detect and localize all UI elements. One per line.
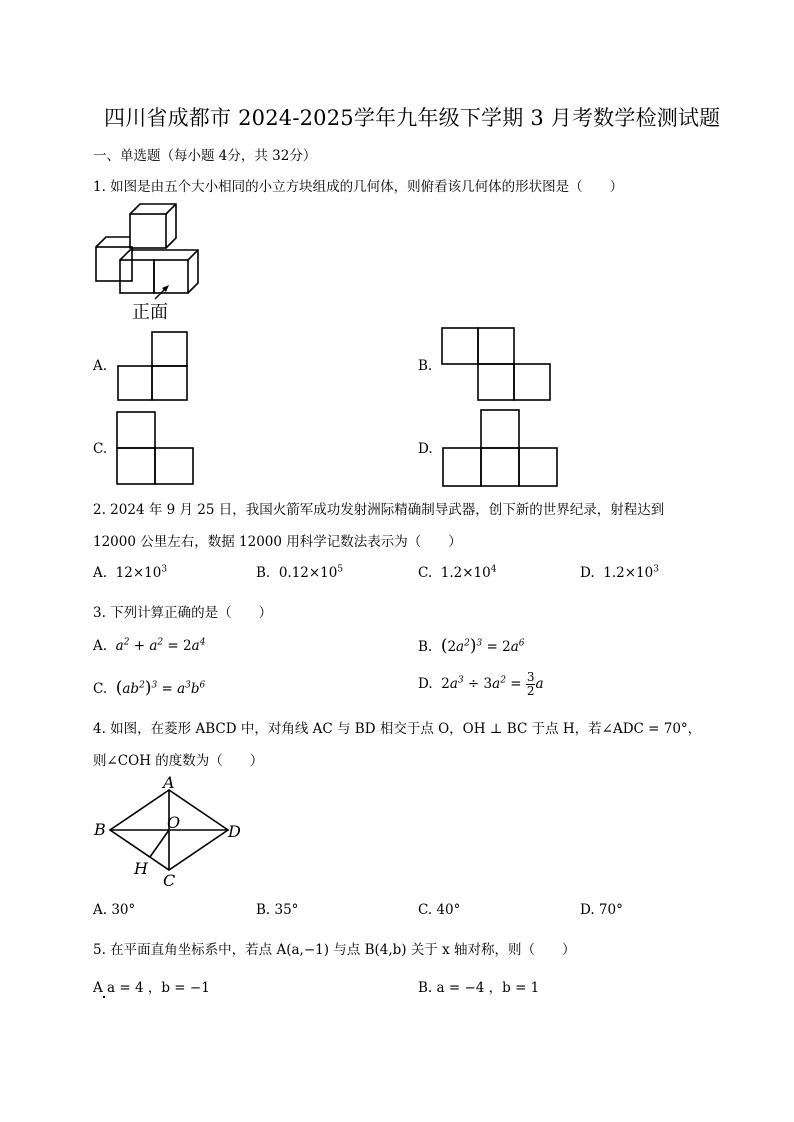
q2-option-a[interactable] (93, 565, 167, 581)
q4-option-c[interactable]: C. 40° (418, 902, 461, 918)
q3-option-b-label: B. (418, 639, 433, 655)
q2-option-b-base: 0.12×10 (278, 565, 338, 581)
q3-option-a-formula: $a^2 + a^2 = 2a^4$ (115, 637, 206, 654)
q3-option-d-formula: $2a^3 \div 3a^2$ = $\frac{3}{2}$ a (441, 670, 544, 698)
point-d-label: D (228, 822, 241, 841)
q3-stem: 3. 下列计算正确的是（ ） (93, 605, 273, 621)
point-b-label: B (94, 820, 106, 839)
q2-option-a-exp: 3 (161, 564, 168, 575)
q2-option-a-label: A. (93, 565, 108, 581)
q2-option-d[interactable] (580, 565, 659, 581)
q1-option-c-figure[interactable] (116, 411, 196, 486)
q3-option-c-label: C. (93, 681, 108, 697)
q1-cube-figure (95, 203, 205, 298)
q1-option-a-figure[interactable] (117, 331, 189, 401)
point-c-label: C (163, 871, 176, 890)
front-label: 正面 (132, 302, 168, 323)
q4-option-d[interactable]: D. 70° (580, 902, 623, 918)
section-heading: 一、单选题（每小题 4分，共 32分） (93, 148, 317, 164)
q1-option-c-label[interactable]: C. (93, 441, 108, 457)
q5-option-a[interactable]: A a = 4 ，b = −1 (93, 980, 210, 996)
q2-option-d-base: 1.2×10 (603, 565, 654, 581)
q2-option-c-label: C. (418, 565, 433, 581)
q4-option-a[interactable]: A. 30° (93, 902, 136, 918)
q4-stem-line1: 4. 如图，在菱形 ABCD 中，对角线 AC 与 BD 相交于点 O，OH ⊥ BC 于点 H，若∠ADC = 70°， (93, 721, 702, 737)
q1-stem: 1. 如图是由五个大小相同的小立方块组成的几何体，则俯看该几何体的形状图是（ ） (93, 179, 624, 195)
q2-option-c-base: 1.2×10 (440, 565, 491, 581)
q3-option-b-formula: $(2a^2)^3 = 2a^6$ (440, 636, 525, 656)
q2-option-d-exp: 3 (653, 564, 659, 575)
q1-option-d-figure[interactable] (441, 409, 561, 487)
page-title: 四川省成都市 2024-2025学年九年级下学期 3 月考数学检测试题 (104, 106, 721, 130)
q3-option-b[interactable] (418, 636, 525, 656)
q3-option-c[interactable] (93, 678, 205, 698)
q3-option-d-label: D. (418, 676, 433, 692)
stray-dot (103, 996, 105, 998)
q2-option-b[interactable] (256, 565, 343, 581)
q2-option-d-label: D. (580, 565, 595, 581)
q3-option-c-formula: $(ab^2)^3 = a^3b^6$ (115, 678, 206, 698)
point-a-label: A (163, 773, 175, 792)
q3-option-d[interactable] (418, 671, 544, 698)
point-o-label: O (167, 813, 181, 832)
q1-option-b-figure[interactable] (441, 327, 551, 402)
q1-option-b-label[interactable]: B. (418, 358, 433, 374)
q4-option-b[interactable]: B. 35° (256, 902, 299, 918)
q2-option-c-exp: 4 (490, 564, 497, 575)
q4-stem-line2: 则∠COH 的度数为（ ） (93, 753, 264, 769)
point-h-label: H (134, 859, 148, 878)
q5-stem: 5. 在平面直角坐标系中，若点 A(a,−1) 与点 B(4,b) 关于 x 轴对称，则（ ） (93, 942, 576, 958)
q1-option-d-label[interactable]: D. (418, 441, 433, 457)
q5-option-b[interactable]: B. a = −4 ，b = 1 (418, 980, 540, 996)
q3-option-a[interactable] (93, 638, 205, 654)
q2-option-b-exp: 5 (337, 564, 344, 575)
q1-option-a-label[interactable]: A. (93, 358, 108, 374)
q2-option-b-label: B. (256, 565, 271, 581)
q2-stem-line2: 12000 公里左右，数据 12000 用科学记数法表示为（ ） (93, 534, 462, 550)
q2-stem-line1: 2. 2024 年 9 月 25 日，我国火箭军成功发射洲际精确制导武器，创下新的世界纪录，射程达到 (93, 502, 665, 518)
q3-option-a-label: A. (93, 638, 108, 654)
q2-option-c[interactable] (418, 565, 496, 581)
q2-option-a-base: 12×10 (115, 565, 162, 581)
